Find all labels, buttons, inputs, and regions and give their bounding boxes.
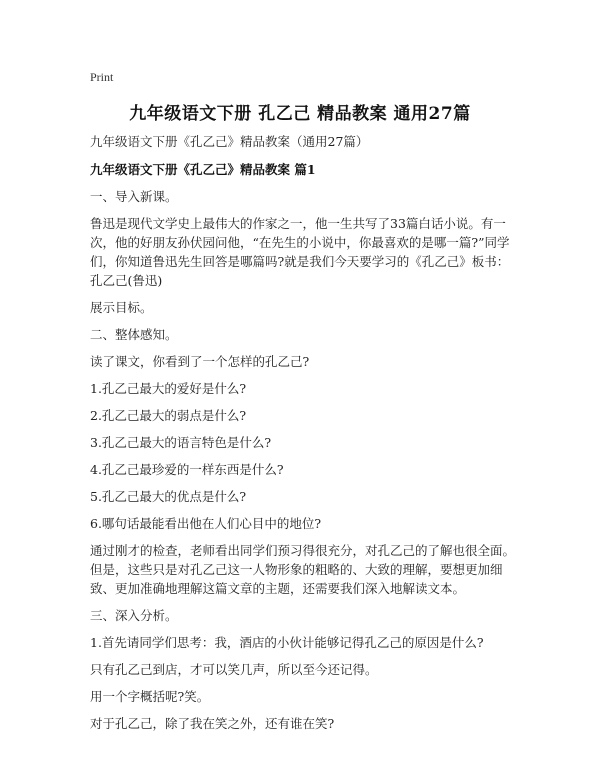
list-item: 3.孔乙己最大的语言特色是什么?: [90, 435, 272, 450]
paragraph: 用一个字概括呢?笑。: [90, 689, 210, 704]
paragraph: 二、整体感知。: [90, 327, 178, 342]
paragraph: 只有孔乙己到店，才可以笑几声，所以至今还记得。: [90, 662, 378, 677]
list-item: 2.孔乙己最大的弱点是什么?: [90, 408, 247, 423]
paragraph: 展示目标。: [90, 300, 153, 315]
paragraph: 鲁迅是现代文学史上最伟大的作家之一，他一生共写了33篇白话小说。有一次，他的好朋友孙伏园问他，“在先生的小说中，你最喜欢的是哪一篇?”同学们，你知道鲁迅先生回答是哪篇吗?就是我们今天要学习的《孔乙己》板书：孔乙己(鲁迅): [90, 216, 510, 288]
list-item: 5.孔乙己最大的优点是什么?: [90, 489, 247, 504]
paragraph: 一、导入新课。: [90, 189, 178, 204]
paragraph: 三、深入分析。: [90, 608, 178, 623]
paragraph: 1.首先请同学们思考：我，酒店的小伙计能够记得孔乙己的原因是什么?: [90, 635, 484, 650]
document-body: [90, 132, 520, 741]
list-item: 1.孔乙己最大的爱好是什么?: [90, 381, 247, 396]
document-title: 九年级语文下册 孔乙己 精品教案 通用27篇: [129, 104, 471, 124]
document-subtitle: 九年级语文下册《孔乙己》精品教案（通用27篇）: [90, 134, 369, 149]
list-item: 4.孔乙己最珍爱的一样东西是什么?: [90, 462, 284, 477]
section-heading: 九年级语文下册《孔乙己》精品教案 篇1: [90, 162, 316, 177]
list-item: 6.哪句话最能看出他在人们心目中的地位?: [90, 516, 322, 531]
paragraph: 读了课文，你看到了一个怎样的孔乙己?: [90, 354, 310, 369]
paragraph: 对于孔乙己，除了我在笑之外，还有谁在笑?: [90, 716, 335, 731]
paragraph: 通过刚才的检查，老师看出同学们预习得很充分，对孔乙己的了解也很全面。但是，这些只是对孔乙己这一人物形象的粗略的、大致的理解，要想更加细致、更加准确地理解这篇文章的主题，还需要我们深入地解读文本。: [90, 543, 516, 596]
print-label: Print: [90, 70, 114, 84]
